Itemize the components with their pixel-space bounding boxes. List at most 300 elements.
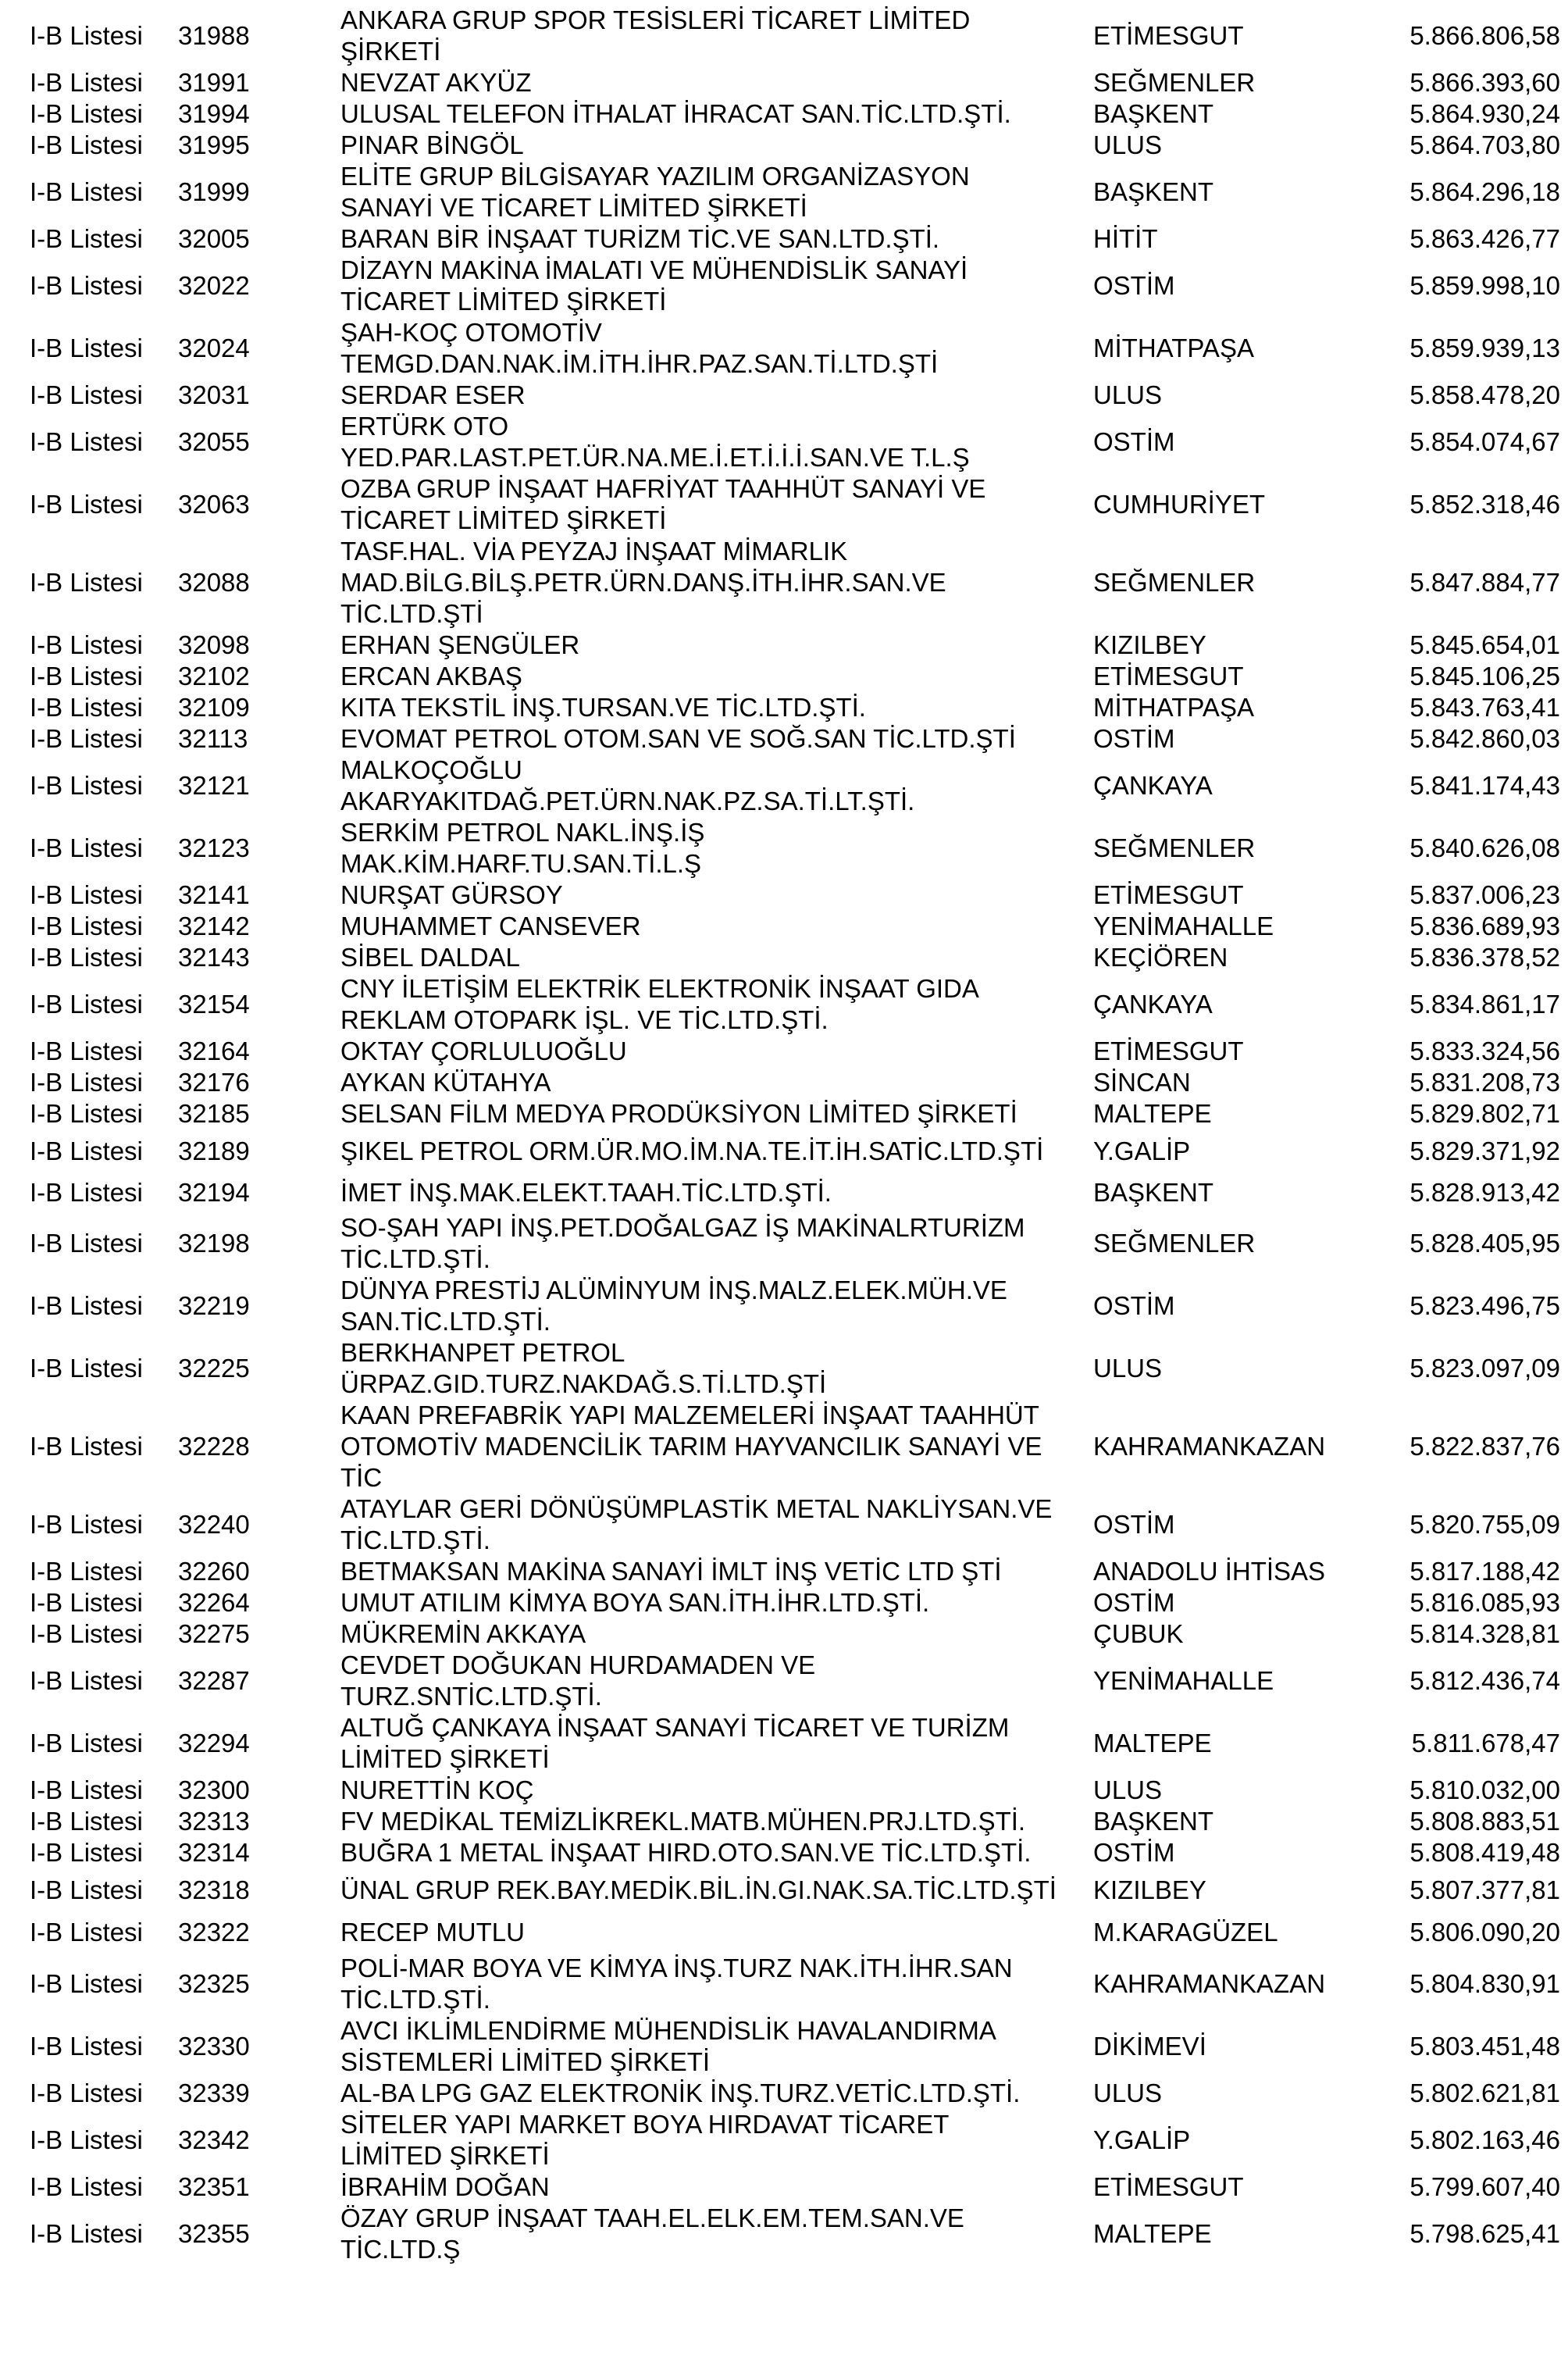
company-name-line: ATAYLAR GERİ DÖNÜŞÜMPLASTİK METAL NAKLİYSAN.VE <box>340 1494 1053 1523</box>
company-name-cell <box>340 1400 1093 1493</box>
company-name-line: DİZAYN MAKİNA İMALATI VE MÜHENDİSLİK SANAYİ <box>340 255 968 284</box>
record-number-cell: 32189 <box>178 1137 250 1165</box>
table-row <box>30 1212 1560 1275</box>
company-name-line: SERDAR ESER <box>340 380 526 409</box>
company-name-cell <box>340 942 1093 973</box>
company-name-line: REKLAM OTOPARK İŞL. VE TİC.LTD.ŞTİ. <box>340 1005 829 1034</box>
company-name-cell <box>340 5 1093 67</box>
amount-cell: 5.866.806,58 <box>1409 21 1560 50</box>
amount-cell: 5.864.703,80 <box>1409 130 1560 159</box>
district-cell: BAŞKENT <box>1093 177 1214 206</box>
record-number-cell: 32225 <box>178 1354 250 1383</box>
district-cell: ETİMESGUT <box>1093 1037 1244 1065</box>
company-name-line: CNY İLETİŞİM ELEKTRİK ELEKTRONİK İNŞAAT GIDA <box>340 974 979 1003</box>
company-name-line: EVOMAT PETROL OTOM.SAN VE SOĞ.SAN TİC.LTD.ŞTİ <box>340 724 1016 753</box>
company-name-line: ELİTE GRUP BİLGİSAYAR YAZILIM ORGANİZASYON <box>340 162 970 191</box>
district-cell: MİTHATPAŞA <box>1093 693 1254 722</box>
company-name-line: TİC <box>340 1463 383 1492</box>
company-name-line: ÜNAL GRUP REK.BAY.MEDİK.BİL.İN.GI.NAK.SA.TİC.LTD.ŞTİ <box>340 1875 1057 1904</box>
list-type-cell: I-B Listesi <box>30 1099 143 1128</box>
amount-cell: 5.829.802,71 <box>1409 1099 1560 1128</box>
record-number-cell: 32063 <box>178 490 250 519</box>
company-name-cell <box>340 1775 1093 1806</box>
table-row <box>30 1712 1560 1775</box>
record-number-cell: 32185 <box>178 1099 250 1128</box>
company-name-cell <box>340 130 1093 161</box>
company-name-line: İMET İNŞ.MAK.ELEKT.TAAH.TİC.LTD.ŞTİ. <box>340 1178 832 1207</box>
company-name-cell <box>340 692 1093 723</box>
company-name-cell <box>340 661 1093 692</box>
company-name-cell <box>340 880 1093 911</box>
company-name-line: NURETTİN KOÇ <box>340 1775 534 1804</box>
district-cell: KEÇİÖREN <box>1093 943 1228 972</box>
list-type-cell: I-B Listesi <box>30 2172 143 2201</box>
table-row <box>30 473 1560 536</box>
table-row <box>30 1806 1560 1837</box>
company-name-cell <box>340 2078 1093 2109</box>
company-name-line: ŞİRKETİ <box>340 37 441 66</box>
district-cell: ETİMESGUT <box>1093 880 1244 909</box>
record-number-cell: 31999 <box>178 177 250 206</box>
company-name-cell <box>340 161 1093 223</box>
company-name-cell <box>340 1837 1093 1868</box>
list-type-cell: I-B Listesi <box>30 630 143 659</box>
district-cell: HİTİT <box>1093 224 1158 253</box>
district-cell: MALTEPE <box>1093 1729 1212 1757</box>
district-cell: M.KARAGÜZEL <box>1093 1918 1278 1947</box>
amount-cell: 5.828.913,42 <box>1409 1178 1560 1207</box>
list-type-cell: I-B Listesi <box>30 1068 143 1097</box>
list-type-cell: I-B Listesi <box>30 1729 143 1757</box>
company-name-cell <box>340 1275 1093 1337</box>
company-name-line: KITA TEKSTİL İNŞ.TURSAN.VE TİC.LTD.ŞTİ. <box>340 693 866 722</box>
record-number-cell: 32322 <box>178 1918 250 1947</box>
company-name-line: ÖZAY GRUP İNŞAAT TAAH.EL.ELK.EM.TEM.SAN.VE <box>340 2204 964 2232</box>
record-number-cell: 32022 <box>178 271 250 300</box>
table-row <box>30 255 1560 317</box>
table-row <box>30 223 1560 255</box>
district-cell: OSTİM <box>1093 427 1175 456</box>
company-name-cell <box>340 911 1093 942</box>
company-name-line: ANKARA GRUP SPOR TESİSLERİ TİCARET LİMİTED <box>340 5 971 34</box>
company-name-line: ŞAH-KOÇ OTOMOTİV <box>340 318 602 347</box>
company-name-line: SANAYİ VE TİCARET LİMİTED ŞİRKETİ <box>340 193 807 222</box>
company-name-cell <box>340 411 1093 473</box>
amount-cell: 5.840.626,08 <box>1409 833 1560 862</box>
district-cell: KIZILBEY <box>1093 630 1206 659</box>
company-name-line: TİC.LTD.ŞTİ. <box>340 1244 490 1273</box>
list-type-cell: I-B Listesi <box>30 1588 143 1617</box>
record-number-cell: 32330 <box>178 2032 250 2061</box>
amount-cell: 5.812.436,74 <box>1409 1666 1560 1695</box>
amount-cell: 5.845.106,25 <box>1409 662 1560 690</box>
record-number-cell: 32123 <box>178 833 250 862</box>
table-row <box>30 1953 1560 2015</box>
record-number-cell: 32314 <box>178 1838 250 1867</box>
amount-cell: 5.798.625,41 <box>1409 2219 1560 2248</box>
company-name-line: SİBEL DALDAL <box>340 943 520 972</box>
list-type-cell: I-B Listesi <box>30 2032 143 2061</box>
record-number-cell: 32325 <box>178 1969 250 1998</box>
company-name-line: TASF.HAL. VİA PEYZAJ İNŞAAT MİMARLIK <box>340 537 848 566</box>
company-name-line: SİTELER YAPI MARKET BOYA HIRDAVAT TİCARET <box>340 2110 950 2139</box>
company-name-line: SERKİM PETROL NAKL.İNŞ.İŞ <box>340 818 705 847</box>
record-number-cell: 32031 <box>178 380 250 409</box>
record-number-cell: 32109 <box>178 693 250 722</box>
company-name-cell <box>340 1806 1093 1837</box>
company-name-line: TİC.LTD.Ş <box>340 2235 461 2264</box>
company-name-line: BETMAKSAN MAKİNA SANAYİ İMLT İNŞ VETİC LTD ŞTİ <box>340 1557 1002 1586</box>
amount-cell: 5.864.296,18 <box>1409 177 1560 206</box>
company-name-line: FV MEDİKAL TEMİZLİKREKL.MATB.MÜHEN.PRJ.LTD.ŞTİ. <box>340 1807 1026 1836</box>
amount-cell: 5.831.208,73 <box>1409 1068 1560 1097</box>
record-number-cell: 32313 <box>178 1807 250 1836</box>
district-cell: SEĞMENLER <box>1093 68 1256 97</box>
company-name-line: TURZ.SNTİC.LTD.ŞTİ. <box>340 1682 602 1711</box>
company-name-line: BARAN BİR İNŞAAT TURİZM TİC.VE SAN.LTD.ŞTİ. <box>340 224 940 253</box>
amount-cell: 5.816.085,93 <box>1409 1588 1560 1617</box>
company-name-cell <box>340 755 1093 817</box>
table-row <box>30 1098 1560 1129</box>
amount-cell: 5.804.830,91 <box>1409 1969 1560 1998</box>
company-name-cell <box>340 723 1093 755</box>
table-row <box>30 1275 1560 1337</box>
amount-cell: 5.836.689,93 <box>1409 912 1560 940</box>
amount-cell: 5.845.654,01 <box>1409 630 1560 659</box>
list-type-cell: I-B Listesi <box>30 1918 143 1947</box>
record-number-cell: 31991 <box>178 68 250 97</box>
company-name-line: ŞIKEL PETROL ORM.ÜR.MO.İM.NA.TE.İT.İH.SATİC.LTD.ŞTİ <box>340 1137 1044 1165</box>
table-row <box>30 130 1560 161</box>
district-cell: ÇANKAYA <box>1093 771 1213 800</box>
amount-cell: 5.820.755,09 <box>1409 1510 1560 1539</box>
company-name-line: MÜKREMİN AKKAYA <box>340 1619 586 1648</box>
company-name-line: NURŞAT GÜRSOY <box>340 880 563 909</box>
record-number-cell: 32318 <box>178 1875 250 1904</box>
record-number-cell: 32355 <box>178 2219 250 2248</box>
record-number-cell: 32141 <box>178 880 250 909</box>
list-type-cell: I-B Listesi <box>30 912 143 940</box>
district-cell: Y.GALİP <box>1093 2125 1191 2154</box>
district-cell: ULUS <box>1093 130 1163 159</box>
record-number-cell: 32342 <box>178 2125 250 2154</box>
list-type-cell: I-B Listesi <box>30 724 143 753</box>
amount-cell: 5.841.174,43 <box>1409 771 1560 800</box>
company-name-line: ULUSAL TELEFON İTHALAT İHRACAT SAN.TİC.LTD.ŞTİ. <box>340 99 1011 128</box>
list-type-cell: I-B Listesi <box>30 568 143 597</box>
company-name-cell <box>340 1587 1093 1618</box>
table-row <box>30 880 1560 911</box>
company-name-cell <box>340 223 1093 255</box>
district-cell: MALTEPE <box>1093 1099 1212 1128</box>
company-name-cell <box>340 317 1093 380</box>
table-row <box>30 1837 1560 1868</box>
table-row <box>30 630 1560 661</box>
company-name-cell <box>340 817 1093 880</box>
record-number-cell: 32143 <box>178 943 250 972</box>
list-type-cell: I-B Listesi <box>30 334 143 362</box>
table-row <box>30 942 1560 973</box>
amount-cell: 5.810.032,00 <box>1409 1775 1560 1804</box>
record-number-cell: 32287 <box>178 1666 250 1695</box>
amount-cell: 5.836.378,52 <box>1409 943 1560 972</box>
amount-cell: 5.859.998,10 <box>1409 271 1560 300</box>
table-row <box>30 2109 1560 2171</box>
company-name-cell <box>340 380 1093 411</box>
company-name-line: RECEP MUTLU <box>340 1918 525 1947</box>
record-number-cell: 32113 <box>178 724 248 753</box>
list-type-cell: I-B Listesi <box>30 380 143 409</box>
district-cell: ULUS <box>1093 1775 1163 1804</box>
company-name-cell <box>340 536 1093 630</box>
table-row <box>30 692 1560 723</box>
company-name-cell <box>340 2109 1093 2171</box>
record-number-cell: 32351 <box>178 2172 250 2201</box>
list-type-cell: I-B Listesi <box>30 1037 143 1065</box>
list-type-cell: I-B Listesi <box>30 224 143 253</box>
table-row <box>30 2203 1560 2265</box>
record-number-cell: 32219 <box>178 1291 250 1320</box>
district-cell: KAHRAMANKAZAN <box>1093 1969 1326 1998</box>
table-row <box>30 973 1560 1036</box>
company-name-line: MUHAMMET CANSEVER <box>340 912 641 940</box>
list-type-cell: I-B Listesi <box>30 1666 143 1695</box>
amount-cell: 5.807.377,81 <box>1409 1875 1560 1904</box>
list-type-cell: I-B Listesi <box>30 1229 143 1258</box>
company-name-line: TEMGD.DAN.NAK.İM.İTH.İHR.PAZ.SAN.Tİ.LTD.ŞTİ <box>340 349 939 378</box>
company-name-line: OTOMOTİV MADENCİLİK TARIM HAYVANCILIK SANAYİ VE <box>340 1432 1042 1461</box>
list-type-cell: I-B Listesi <box>30 2219 143 2248</box>
company-name-cell <box>340 1173 1093 1212</box>
amount-cell: 5.799.607,40 <box>1409 2172 1560 2201</box>
district-cell: DİKİMEVİ <box>1093 2032 1206 2061</box>
record-number-cell: 32005 <box>178 224 250 253</box>
company-name-line: MAK.KİM.HARF.TU.SAN.Tİ.L.Ş <box>340 849 702 878</box>
amount-cell: 5.852.318,46 <box>1409 490 1560 519</box>
table-body <box>30 5 1560 2265</box>
amount-cell: 5.806.090,20 <box>1409 1918 1560 1947</box>
company-name-line: TİCARET LİMİTED ŞİRKETİ <box>340 287 667 316</box>
company-name-cell <box>340 2015 1093 2078</box>
district-cell: ETİMESGUT <box>1093 21 1244 50</box>
amount-cell: 5.842.860,03 <box>1409 724 1560 753</box>
company-name-line: YED.PAR.LAST.PET.ÜR.NA.ME.İ.ET.İ.İ.İ.SAN.VE T.L.Ş <box>340 443 970 472</box>
table-row <box>30 1912 1560 1953</box>
district-cell: SEĞMENLER <box>1093 833 1256 862</box>
amount-cell: 5.808.419,48 <box>1409 1838 1560 1867</box>
district-cell: OSTİM <box>1093 1510 1175 1539</box>
amount-cell: 5.854.074,67 <box>1409 427 1560 456</box>
district-cell: MİTHATPAŞA <box>1093 334 1254 362</box>
district-cell: OSTİM <box>1093 1291 1175 1320</box>
district-cell: OSTİM <box>1093 271 1175 300</box>
table-row <box>30 911 1560 942</box>
amount-cell: 5.802.163,46 <box>1409 2125 1560 2154</box>
table-row <box>30 1556 1560 1587</box>
district-cell: ULUS <box>1093 2079 1163 2107</box>
district-cell: YENİMAHALLE <box>1093 912 1274 940</box>
company-name-line: MALKOÇOĞLU <box>340 755 522 784</box>
company-name-line: TİC.LTD.ŞTİ <box>340 599 483 628</box>
district-cell: MALTEPE <box>1093 2219 1212 2248</box>
amount-cell: 5.811.678,47 <box>1411 1729 1560 1757</box>
record-number-cell: 32294 <box>178 1729 250 1757</box>
company-name-line: AL-BA LPG GAZ ELEKTRONİK İNŞ.TURZ.VETİC.LTD.ŞTİ. <box>340 2079 1021 2107</box>
company-name-line: CEVDET DOĞUKAN HURDAMADEN VE <box>340 1650 816 1679</box>
amount-cell: 5.843.763,41 <box>1409 693 1560 722</box>
amount-cell: 5.833.324,56 <box>1409 1037 1560 1065</box>
list-type-cell: I-B Listesi <box>30 68 143 97</box>
table-row <box>30 1173 1560 1212</box>
record-number-cell: 32275 <box>178 1619 250 1648</box>
list-type-cell: I-B Listesi <box>30 2079 143 2107</box>
amount-cell: 5.859.939,13 <box>1409 334 1560 362</box>
record-number-cell: 32260 <box>178 1557 250 1586</box>
amount-cell: 5.866.393,60 <box>1409 68 1560 97</box>
list-type-cell: I-B Listesi <box>30 1969 143 1998</box>
record-number-cell: 32098 <box>178 630 250 659</box>
company-name-line: ERHAN ŞENGÜLER <box>340 630 580 659</box>
list-type-cell: I-B Listesi <box>30 1137 143 1165</box>
district-cell: CUMHURİYET <box>1093 490 1265 519</box>
company-name-line: ÜRPAZ.GID.TURZ.NAKDAĞ.S.Tİ.LTD.ŞTİ <box>340 1369 827 1398</box>
district-cell: ULUS <box>1093 1354 1163 1383</box>
company-name-line: BERKHANPET PETROL <box>340 1338 625 1367</box>
record-number-cell: 32198 <box>178 1229 250 1258</box>
record-number-cell: 32228 <box>178 1432 250 1461</box>
company-name-line: SAN.TİC.LTD.ŞTİ. <box>340 1307 551 1336</box>
table-row <box>30 1067 1560 1098</box>
company-name-cell <box>340 1337 1093 1400</box>
list-type-cell: I-B Listesi <box>30 771 143 800</box>
table-row <box>30 1400 1560 1493</box>
table-row <box>30 1493 1560 1556</box>
table-row <box>30 1868 1560 1912</box>
company-name-cell <box>340 473 1093 536</box>
list-type-cell: I-B Listesi <box>30 2125 143 2154</box>
company-name-cell <box>340 1912 1093 1953</box>
amount-cell: 5.863.426,77 <box>1409 224 1560 253</box>
record-number-cell: 32154 <box>178 990 250 1019</box>
district-cell: OSTİM <box>1093 1588 1175 1617</box>
beneficiary-table <box>30 5 1560 2265</box>
company-name-line: PINAR BİNGÖL <box>340 130 524 159</box>
company-name-cell <box>340 67 1093 98</box>
amount-cell: 5.823.496,75 <box>1409 1291 1560 1320</box>
amount-cell: 5.817.188,42 <box>1409 1557 1560 1586</box>
amount-cell: 5.814.328,81 <box>1409 1619 1560 1648</box>
company-name-cell <box>340 973 1093 1036</box>
table-row <box>30 1775 1560 1806</box>
company-name-line: TİCARET LİMİTED ŞİRKETİ <box>340 505 667 534</box>
record-number-cell: 31994 <box>178 99 250 128</box>
company-name-cell <box>340 1618 1093 1650</box>
list-type-cell: I-B Listesi <box>30 1807 143 1836</box>
amount-cell: 5.829.371,92 <box>1409 1137 1560 1165</box>
company-name-line: ERTÜRK OTO <box>340 412 509 441</box>
company-name-line: UMUT ATILIM KİMYA BOYA SAN.İTH.İHR.LTD.ŞTİ. <box>340 1588 930 1617</box>
company-name-line: LİMİTED ŞİRKETİ <box>340 2141 550 2170</box>
table-row <box>30 161 1560 223</box>
district-cell: BAŞKENT <box>1093 1807 1214 1836</box>
amount-cell: 5.837.006,23 <box>1409 880 1560 909</box>
record-number-cell: 32164 <box>178 1037 250 1065</box>
table-row <box>30 755 1560 817</box>
amount-cell: 5.847.884,77 <box>1409 568 1560 597</box>
district-cell: BAŞKENT <box>1093 1178 1214 1207</box>
company-name-line: AKARYAKITDAĞ.PET.ÜRN.NAK.PZ.SA.Tİ.LT.ŞTİ. <box>340 787 915 815</box>
table-row <box>30 661 1560 692</box>
amount-cell: 5.858.478,20 <box>1409 380 1560 409</box>
list-type-cell: I-B Listesi <box>30 1875 143 1904</box>
table-row <box>30 2078 1560 2109</box>
amount-cell: 5.864.930,24 <box>1409 99 1560 128</box>
district-cell: BAŞKENT <box>1093 99 1214 128</box>
company-name-line: İBRAHİM DOĞAN <box>340 2172 550 2201</box>
company-name-cell <box>340 1556 1093 1587</box>
table-row <box>30 1587 1560 1618</box>
record-number-cell: 32024 <box>178 334 250 362</box>
district-cell: OSTİM <box>1093 724 1175 753</box>
amount-cell: 5.822.837,76 <box>1409 1432 1560 1461</box>
record-number-cell: 32264 <box>178 1588 250 1617</box>
list-type-cell: I-B Listesi <box>30 1291 143 1320</box>
list-type-cell: I-B Listesi <box>30 490 143 519</box>
company-name-cell <box>340 255 1093 317</box>
district-cell: SİNCAN <box>1093 1068 1191 1097</box>
company-name-cell <box>340 1712 1093 1775</box>
record-number-cell: 32240 <box>178 1510 250 1539</box>
record-number-cell: 32142 <box>178 912 250 940</box>
company-name-line: AVCI İKLİMLENDİRME MÜHENDİSLİK HAVALANDIRMA <box>340 2016 996 2045</box>
company-name-cell <box>340 630 1093 661</box>
record-number-cell: 32121 <box>178 771 250 800</box>
company-name-cell <box>340 1067 1093 1098</box>
table-row <box>30 1337 1560 1400</box>
list-type-cell: I-B Listesi <box>30 271 143 300</box>
list-type-cell: I-B Listesi <box>30 1557 143 1586</box>
district-cell: ETİMESGUT <box>1093 2172 1244 2201</box>
table-row <box>30 2015 1560 2078</box>
district-cell: YENİMAHALLE <box>1093 1666 1274 1695</box>
district-cell: SEĞMENLER <box>1093 1229 1256 1258</box>
record-number-cell: 32176 <box>178 1068 250 1097</box>
record-number-cell: 32102 <box>178 662 250 690</box>
company-name-line: NEVZAT AKYÜZ <box>340 68 532 97</box>
list-type-cell: I-B Listesi <box>30 1838 143 1867</box>
company-name-line: SO-ŞAH YAPI İNŞ.PET.DOĞALGAZ İŞ MAKİNALRTURİZM <box>340 1213 1025 1242</box>
company-name-cell <box>340 1953 1093 2015</box>
company-name-line: MAD.BİLG.BİLŞ.PETR.ÜRN.DANŞ.İTH.İHR.SAN.VE <box>340 568 946 597</box>
district-cell: ANADOLU İHTİSAS <box>1093 1557 1326 1586</box>
amount-cell: 5.823.097,09 <box>1409 1354 1560 1383</box>
list-type-cell: I-B Listesi <box>30 693 143 722</box>
list-type-cell: I-B Listesi <box>30 943 143 972</box>
company-name-line: LİMİTED ŞİRKETİ <box>340 1744 550 1773</box>
list-type-cell: I-B Listesi <box>30 99 143 128</box>
table-row <box>30 1129 1560 1173</box>
table-row <box>30 2171 1560 2203</box>
list-type-cell: I-B Listesi <box>30 1510 143 1539</box>
company-name-cell <box>340 1098 1093 1129</box>
company-name-line: OKTAY ÇORLULUOĞLU <box>340 1037 627 1065</box>
company-name-line: SİSTEMLERİ LİMİTED ŞİRKETİ <box>340 2047 711 2076</box>
district-cell: ÇUBUK <box>1093 1619 1184 1648</box>
list-type-cell: I-B Listesi <box>30 21 143 50</box>
district-cell: Y.GALİP <box>1093 1137 1191 1165</box>
company-name-cell <box>340 2203 1093 2265</box>
list-type-cell: I-B Listesi <box>30 833 143 862</box>
